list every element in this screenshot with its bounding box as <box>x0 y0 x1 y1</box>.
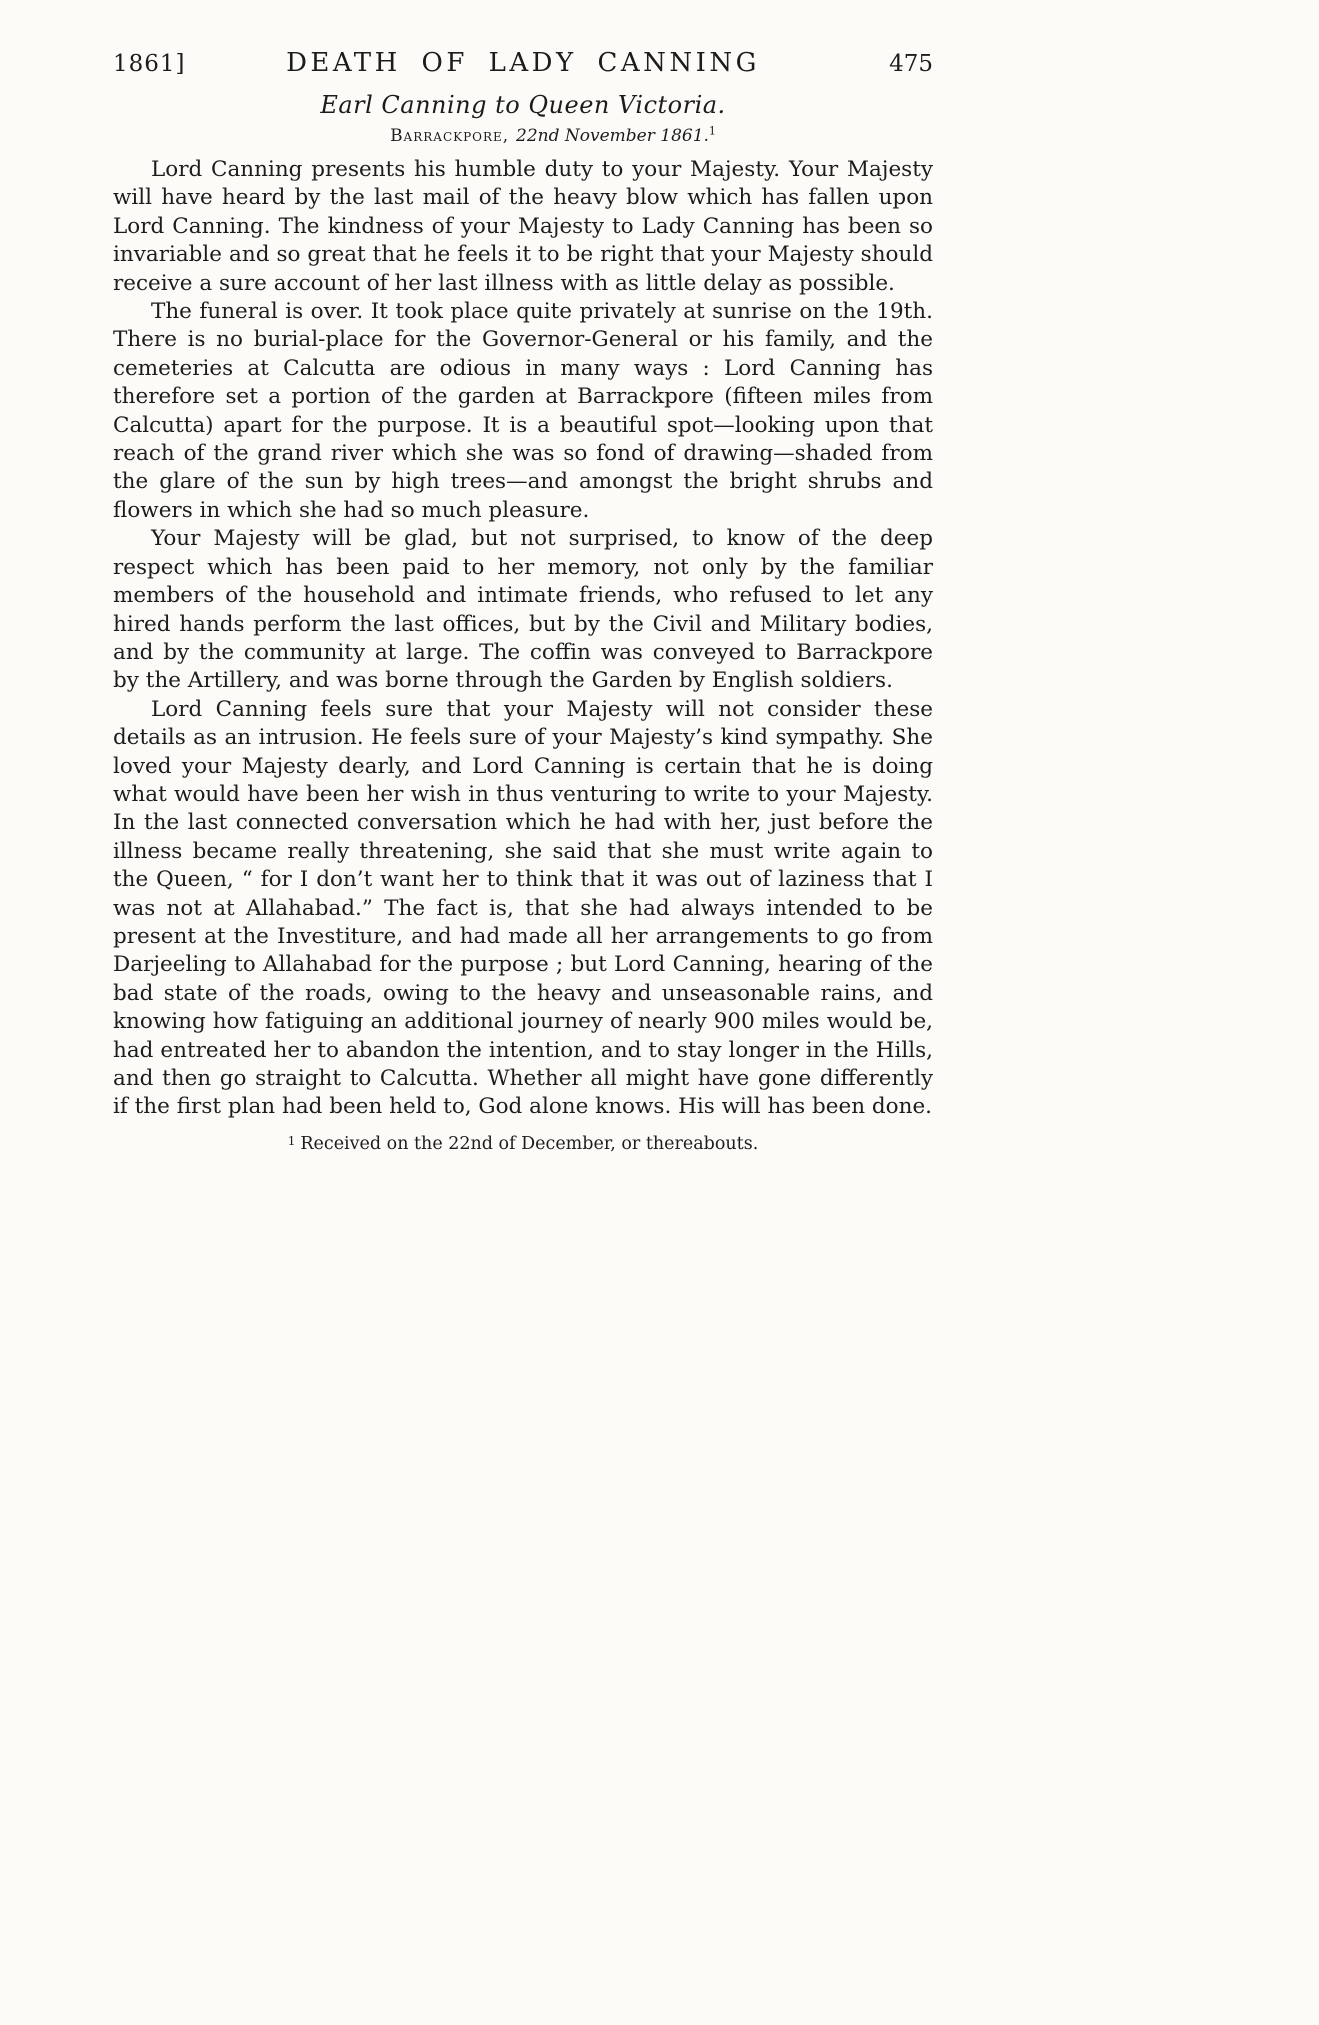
running-head-year: 1861] <box>113 51 186 77</box>
running-head-title: DEATH OF LADY CANNING <box>286 48 760 78</box>
letter-paragraph: The funeral is over. It took place quite privately at sunrise on the 19th. There is no burial-place for the Governor-General or his family, and the cemeteries at Calcutta are odious in many ways : Lord Canning has therefore set a portion of the garden at Barrackpore (fifteen miles from Calcutta) apart for the purpose. It is a beautiful spot—looking upon that reach of the grand river which she was so fond of drawing—shaded from the glare of the sun by high trees—and amongst the bright shrubs and flowers in which she had so much pleasure. <box>113 299 933 523</box>
book-page <box>113 48 933 1154</box>
letter-paragraph: Your Majesty will be glad, but not surprised, to know of the deep respect which has been paid to her memory, not only by the familiar members of the household and intimate friends, who refused to let any hired hands perform the last offices, but by the Civil and Military bodies, and by the community at large. The coffin was conveyed to Barrackpore by the Artillery, and was borne through the Garden by English soldiers. <box>113 526 933 694</box>
dateline-footnote-ref: 1 <box>708 124 716 138</box>
footnote <box>113 1134 933 1154</box>
dateline-place: Barrackpore, <box>390 126 510 146</box>
page-number: 475 <box>889 51 933 77</box>
letter-title: Earl Canning to Queen Victoria. <box>320 91 726 119</box>
dateline <box>113 126 933 146</box>
letter-body <box>113 156 933 1122</box>
running-head <box>113 48 933 78</box>
dateline-date: 22nd November 1861. <box>516 126 709 146</box>
footnote-text: Received on the 22nd of December, or thereabouts. <box>300 1133 759 1154</box>
letter-paragraph: Lord Canning presents his humble duty to your Majesty. Your Majesty will have heard by the last mail of the heavy blow which has fallen upon Lord Canning. The kindness of your Majesty to Lady Canning has been so invariable and so great that he feels it to be right that your Majesty should receive a sure account of her last illness with as little delay as possible. <box>113 157 933 296</box>
letter-paragraph: Lord Canning feels sure that your Majesty will not consider these details as an intrusion. He feels sure of your Majesty’s kind sympathy. She loved your Majesty dearly, and Lord Canning is certain that he is doing what would have been her wish in thus venturing to write to your Majesty. In the last connected conversation which he had with her, just before the illness became really threatening, she said that she must write again to the Queen, “ for I don’t want her to think that it was out of laziness that I was not at Allahabad.” The fact is, that she had always intended to be present at the Investiture, and had made all her arrangements to go from Darjeeling to Allahabad for the purpose ; but Lord Canning, hearing of the bad state of the roads, owing to the heavy and unseasonable rains, and knowing how fatiguing an additional journey of nearly 900 miles would be, had entreated her to abandon the intention, and to stay longer in the Hills, and then go straight to Calcutta. Whether all might have gone differently if the first plan had been held to, God alone knows. His will has been done. <box>113 696 933 1120</box>
footnote-marker: 1 <box>287 1133 296 1148</box>
